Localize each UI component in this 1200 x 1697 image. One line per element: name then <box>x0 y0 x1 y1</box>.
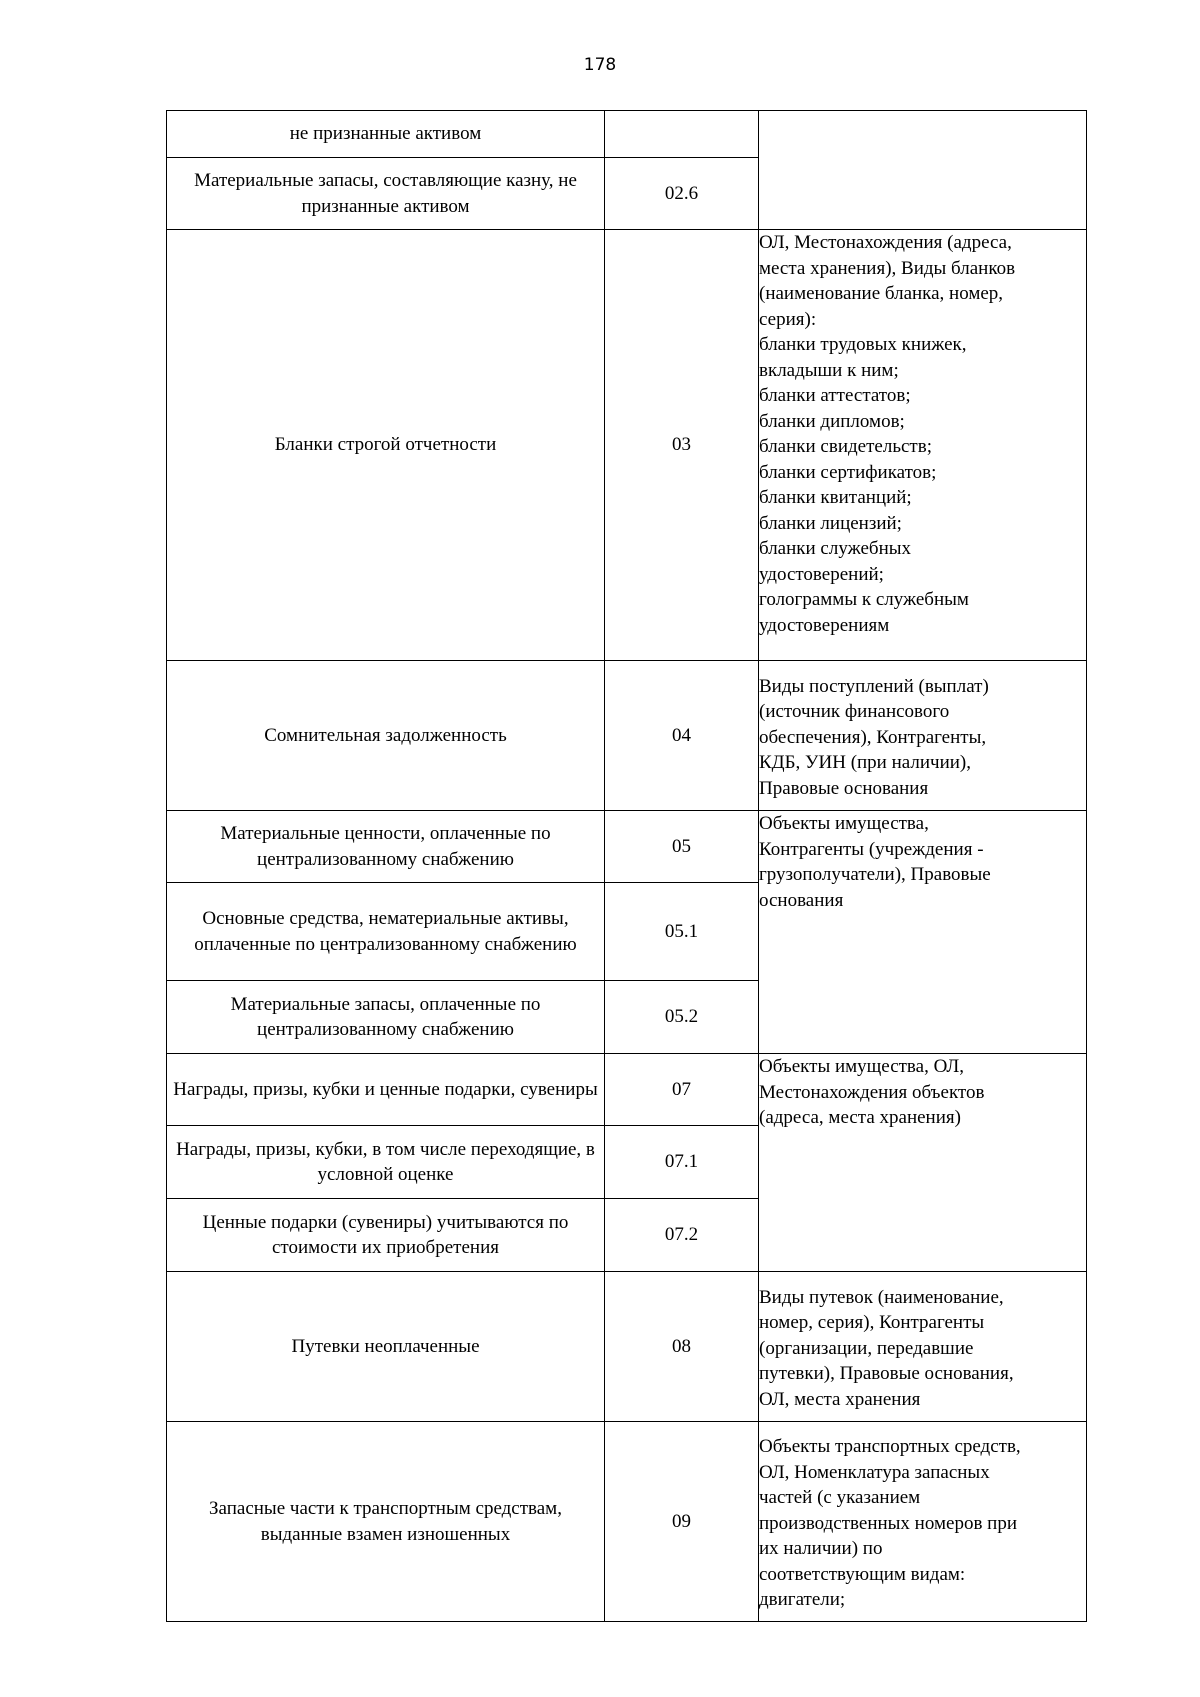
attributes-line: места хранения), Виды бланков <box>759 257 1016 279</box>
table-row <box>167 811 1087 883</box>
account-code-cell: 05.1 <box>605 883 759 981</box>
attributes-line: производственных номеров при <box>759 1512 1018 1534</box>
attributes-line: удостоверениям <box>759 614 890 636</box>
account-code-cell: 07 <box>605 1054 759 1126</box>
attributes-line: частей (с указанием <box>759 1487 921 1509</box>
account-code-cell <box>605 111 759 158</box>
account-name-cell: Материальные ценности, оплаченные по централизованному снабжению <box>167 811 605 883</box>
attributes-cell <box>759 661 1087 811</box>
attributes-line: ОЛ, места хранения <box>759 1388 921 1410</box>
attributes-line: Виды путевок (наименование, <box>759 1286 1004 1308</box>
attributes-line: Контрагенты (учреждения - <box>759 838 984 860</box>
attributes-cell <box>759 230 1087 661</box>
attributes-line: соответствующим видам: <box>759 1563 966 1585</box>
attributes-line: их наличии) по <box>759 1538 883 1560</box>
table-row <box>167 1054 1087 1126</box>
account-code-cell: 09 <box>605 1422 759 1622</box>
attributes-line: двигатели; <box>759 1589 846 1611</box>
attributes-line: Местонахождения объектов <box>759 1081 985 1103</box>
account-code-cell: 02.6 <box>605 158 759 230</box>
attributes-cell <box>759 1054 1087 1272</box>
attributes-line: ОЛ, Номенклатура запасных <box>759 1461 990 1483</box>
attributes-line: (наименование бланка, номер, <box>759 283 1004 304</box>
account-code-cell: 05.2 <box>605 981 759 1054</box>
attributes-line: бланки дипломов; <box>759 410 905 432</box>
table-row <box>167 1422 1087 1622</box>
attributes-line: Объекты транспортных средств, <box>759 1436 1021 1458</box>
account-name-cell: Путевки неоплаченные <box>167 1272 605 1422</box>
table-row <box>167 1272 1087 1422</box>
attributes-line: основания <box>759 889 844 911</box>
attributes-line: бланки свидетельств; <box>759 436 932 457</box>
attributes-line: удостоверений; <box>759 563 884 585</box>
account-name-cell: Ценные подарки (сувениры) учитываются по стоимости их приобретения <box>167 1199 605 1272</box>
attributes-line: Объекты имущества, <box>759 813 929 834</box>
attributes-line: голограммы к служебным <box>759 589 969 610</box>
attributes-line: обеспечения), Контрагенты, <box>759 726 987 748</box>
account-code-cell: 07.2 <box>605 1199 759 1272</box>
attributes-line: бланки квитанций; <box>759 487 912 508</box>
accounts-table <box>166 110 1087 1622</box>
account-code-cell: 05 <box>605 811 759 883</box>
account-name-cell: не признанные активом <box>167 111 605 158</box>
attributes-cell <box>759 1422 1087 1622</box>
attributes-line: бланки лицензий; <box>759 512 902 534</box>
attributes-line: КДБ, УИН (при наличии), <box>759 752 971 774</box>
page-number: 178 <box>583 55 617 75</box>
account-code-cell: 04 <box>605 661 759 811</box>
attributes-line: бланки сертификатов; <box>759 461 937 483</box>
account-name-cell: Награды, призы, кубки и ценные подарки, сувениры <box>167 1054 605 1126</box>
attributes-line: грузополучатели), Правовые <box>759 864 991 885</box>
account-name-cell: Запасные части к транспортным средствам, выданные взамен изношенных <box>167 1422 605 1622</box>
attributes-line: (источник финансового <box>759 701 950 723</box>
account-name-cell: Сомнительная задолженность <box>167 661 605 811</box>
account-code-cell: 08 <box>605 1272 759 1422</box>
table-row <box>167 111 1087 158</box>
account-name-cell: Бланки строгой отчетности <box>167 230 605 661</box>
table-row <box>167 230 1087 661</box>
attributes-line: (адреса, места хранения) <box>759 1107 961 1128</box>
attributes-line: ОЛ, Местонахождения (адреса, <box>759 232 1012 253</box>
account-name-cell: Материальные запасы, оплаченные по централизованному снабжению <box>167 981 605 1054</box>
attributes-line: (организации, передавшие <box>759 1337 974 1359</box>
table-row <box>167 661 1087 811</box>
attributes-line: вкладыши к ним; <box>759 359 899 381</box>
account-code-cell: 03 <box>605 230 759 661</box>
attributes-line: бланки трудовых книжек, <box>759 334 967 355</box>
account-name-cell: Награды, призы, кубки, в том числе переходящие, в условной оценке <box>167 1126 605 1199</box>
attributes-line: Объекты имущества, ОЛ, <box>759 1056 965 1077</box>
attributes-line: серия): <box>759 308 817 330</box>
account-name-cell: Основные средства, нематериальные активы, оплаченные по централизованному снабжению <box>167 883 605 981</box>
attributes-cell <box>759 811 1087 1054</box>
attributes-line: Правовые основания <box>759 777 929 799</box>
attributes-line: бланки аттестатов; <box>759 385 911 406</box>
attributes-line: номер, серия), Контрагенты <box>759 1312 985 1334</box>
attributes-line: бланки служебных <box>759 538 911 559</box>
account-name-cell: Материальные запасы, составляющие казну, не признанные активом <box>167 158 605 230</box>
attributes-cell <box>759 111 1087 230</box>
account-code-cell: 07.1 <box>605 1126 759 1199</box>
attributes-cell <box>759 1272 1087 1422</box>
attributes-line: Виды поступлений (выплат) <box>759 675 989 697</box>
attributes-line: путевки), Правовые основания, <box>759 1363 1014 1385</box>
